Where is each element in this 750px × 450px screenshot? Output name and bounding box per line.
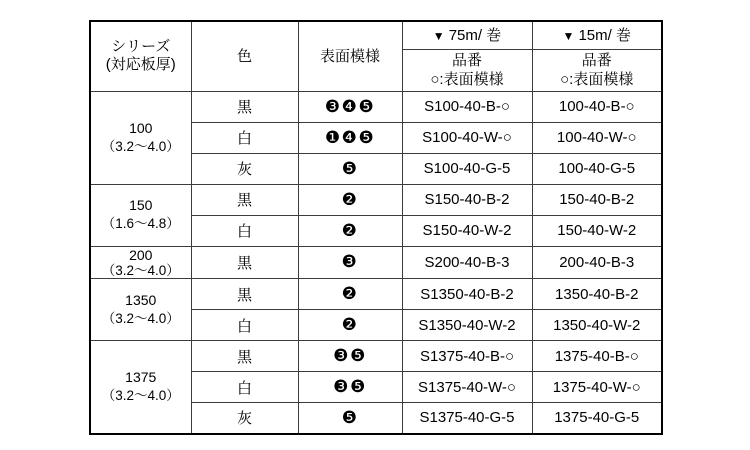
part-number-15m: 100-40-G-5 bbox=[532, 153, 662, 184]
pattern-cell: ❺ bbox=[298, 153, 402, 184]
color-cell: 白 bbox=[191, 122, 298, 153]
subheader-label: 品番 bbox=[581, 51, 612, 69]
color-cell: 黒 bbox=[191, 341, 298, 372]
color-cell: 黒 bbox=[191, 91, 298, 122]
series-cell-200 bbox=[90, 246, 191, 279]
color-cell: 白 bbox=[191, 372, 298, 403]
down-triangle-icon: ▼ bbox=[432, 28, 445, 43]
subheader-label: 品番 bbox=[451, 51, 482, 69]
header-roll-15m-label: 15m/ 巻 bbox=[578, 26, 631, 44]
pattern-cell: ❸❺ bbox=[298, 341, 402, 372]
part-number-15m: 200-40-B-3 bbox=[532, 246, 662, 279]
series-cell-1375 bbox=[90, 341, 191, 434]
part-number-75m: S1350-40-W-2 bbox=[402, 310, 532, 341]
part-number-15m: 100-40-B-○ bbox=[532, 91, 662, 122]
part-number-75m: S1350-40-B-2 bbox=[402, 279, 532, 310]
series-cell-150 bbox=[90, 184, 191, 246]
part-number-15m: 1375-40-G-5 bbox=[532, 403, 662, 434]
series-cell-100 bbox=[90, 91, 191, 184]
part-number-15m: 1350-40-W-2 bbox=[532, 310, 662, 341]
part-number-15m: 100-40-W-○ bbox=[532, 122, 662, 153]
color-cell: 灰 bbox=[191, 153, 298, 184]
table-row bbox=[90, 184, 662, 215]
part-number-15m: 1375-40-B-○ bbox=[532, 341, 662, 372]
part-number-15m: 150-40-W-2 bbox=[532, 215, 662, 246]
subheader-legend: ○:表面模様 bbox=[430, 71, 504, 88]
header-roll-75m-label: 75m/ 巻 bbox=[448, 26, 502, 44]
part-number-75m: S200-40-B-3 bbox=[402, 246, 532, 279]
pattern-cell: ❸ bbox=[298, 246, 402, 279]
spec-table-container bbox=[89, 20, 663, 435]
product-spec-table bbox=[89, 20, 663, 435]
series-number: 200 bbox=[129, 246, 153, 263]
header-roll-75m bbox=[402, 21, 532, 49]
part-number-15m: 1375-40-W-○ bbox=[532, 372, 662, 403]
part-number-75m: S1375-40-G-5 bbox=[402, 403, 532, 434]
color-cell: 黒 bbox=[191, 184, 298, 215]
table-row bbox=[90, 246, 662, 279]
pattern-cell: ❸❺ bbox=[298, 372, 402, 403]
part-number-75m: S100-40-B-○ bbox=[402, 91, 532, 122]
header-series-line1: シリーズ bbox=[111, 37, 171, 55]
header-series bbox=[90, 21, 191, 91]
pattern-cell: ❶❹❺ bbox=[298, 122, 402, 153]
header-series-line2: (対応板厚) bbox=[105, 56, 176, 74]
series-thickness: （3.2～4.0） bbox=[101, 262, 180, 278]
subheader-part-number-15m bbox=[532, 49, 662, 91]
series-number: 100 bbox=[129, 119, 153, 136]
part-number-15m: 150-40-B-2 bbox=[532, 184, 662, 215]
part-number-75m: S1375-40-W-○ bbox=[402, 372, 532, 403]
subheader-part-number-75m bbox=[402, 49, 532, 91]
part-number-75m: S100-40-G-5 bbox=[402, 153, 532, 184]
down-triangle-icon: ▼ bbox=[562, 28, 575, 43]
part-number-75m: S150-40-W-2 bbox=[402, 215, 532, 246]
part-number-75m: S150-40-B-2 bbox=[402, 184, 532, 215]
pattern-cell: ❷ bbox=[298, 184, 402, 215]
series-thickness: （3.2～4.0） bbox=[101, 138, 180, 154]
series-cell-1350 bbox=[90, 279, 191, 341]
pattern-cell: ❷ bbox=[298, 279, 402, 310]
part-number-75m: S100-40-W-○ bbox=[402, 122, 532, 153]
part-number-15m: 1350-40-B-2 bbox=[532, 279, 662, 310]
table-row bbox=[90, 341, 662, 372]
series-thickness: （3.2～4.0） bbox=[101, 310, 180, 326]
series-thickness: （1.6～4.8） bbox=[101, 216, 180, 232]
header-roll-15m bbox=[532, 21, 662, 49]
pattern-cell: ❷ bbox=[298, 310, 402, 341]
header-pattern: 表面模様 bbox=[298, 21, 402, 91]
color-cell: 白 bbox=[191, 310, 298, 341]
color-cell: 黒 bbox=[191, 279, 298, 310]
color-cell: 灰 bbox=[191, 403, 298, 434]
header-color: 色 bbox=[191, 21, 298, 91]
pattern-cell: ❸❹❺ bbox=[298, 91, 402, 122]
pattern-cell: ❷ bbox=[298, 215, 402, 246]
pattern-cell: ❺ bbox=[298, 403, 402, 434]
part-number-75m: S1375-40-B-○ bbox=[402, 341, 532, 372]
series-number: 1350 bbox=[125, 292, 157, 309]
table-row bbox=[90, 279, 662, 310]
color-cell: 白 bbox=[191, 215, 298, 246]
subheader-legend: ○:表面模様 bbox=[560, 71, 634, 88]
series-number: 150 bbox=[129, 197, 153, 214]
series-thickness: （3.2～4.0） bbox=[101, 388, 180, 404]
series-number: 1375 bbox=[125, 369, 157, 386]
color-cell: 黒 bbox=[191, 246, 298, 279]
table-row bbox=[90, 91, 662, 122]
